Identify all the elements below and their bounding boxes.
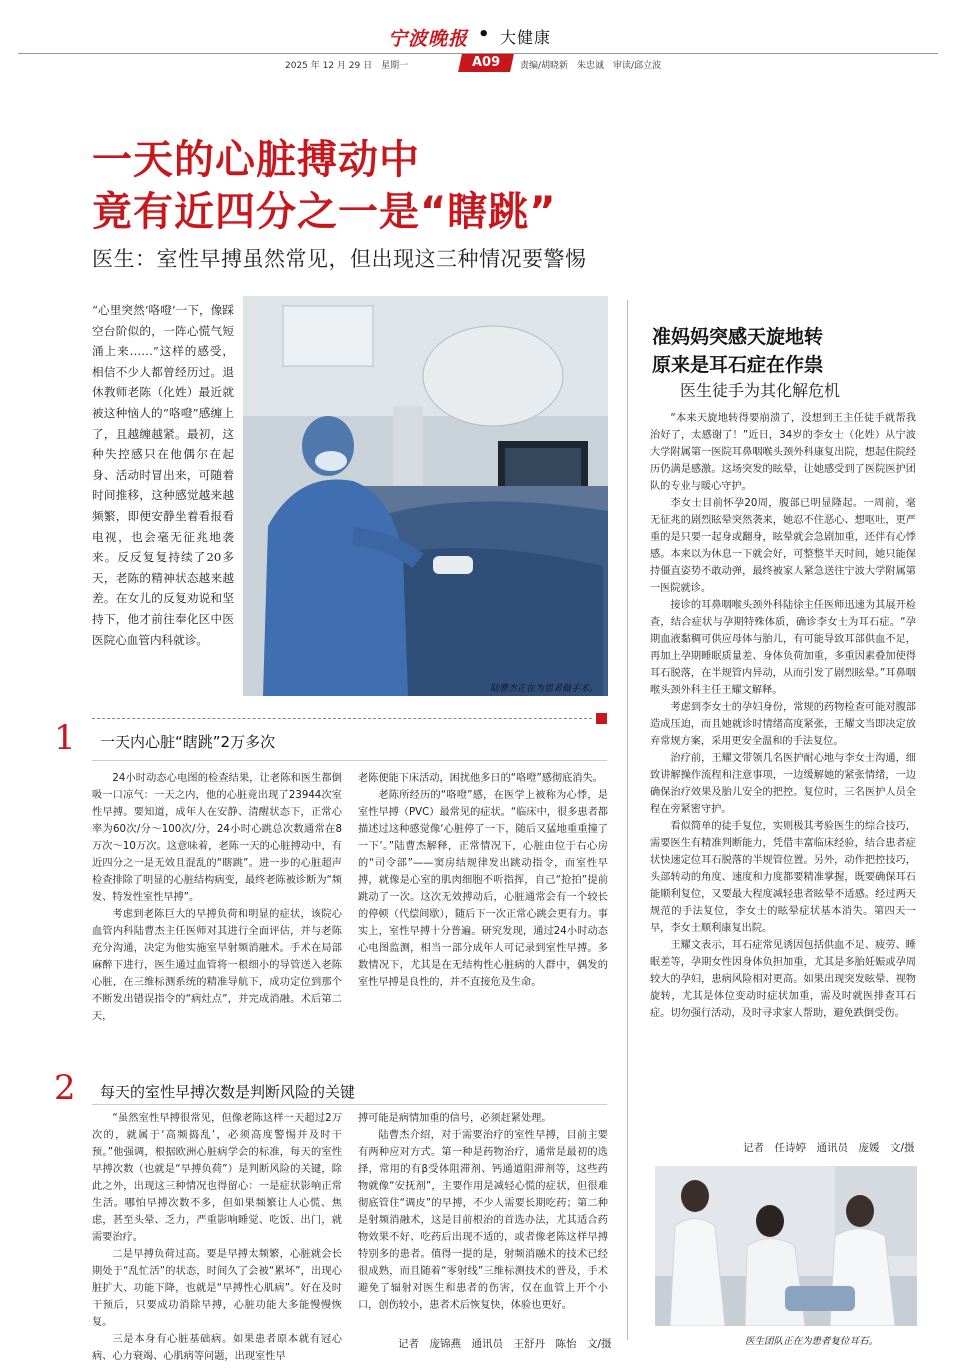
surgery-photo: [243, 296, 608, 696]
red-square-marker-icon: [596, 713, 607, 724]
article-title-line1: 一天的心脏搏动中: [92, 137, 420, 183]
paragraph: 陆曹杰介绍，对于需要治疗的室性早搏，目前主要有两种应对方式。第一种是药物治疗，通常是最初的选择，常用的有β受体阻滞剂、钙通道阻滞剂等，这些药物就像“安抚剂”，主要作用是减轻心慌的症状，但很难彻底管住“调皮”的早搏，不少人需要长期吃药；第二种是射频消融术，这是目前根治的首选办法，尤其适合药物效果不好、吃药后出现不适的，或者像老陈这样早搏特别多的患者。值得一提的是，射频消融术的技术已经很成熟，而且随着“零射线”三维标测技术的普及，手术避免了辐射对医生和患者的伤害，仅在血管上开个小口，创伤较小，患者术后恢复快，体验也更好。: [358, 1130, 608, 1311]
editors-credit: 责编/胡晓新 朱忠诚 审读/邱立波: [520, 61, 662, 71]
section-name: 大健康: [500, 28, 552, 47]
section2-column2: [358, 1110, 608, 1314]
side-title-line2: 原来是耳石症在作祟: [652, 354, 824, 376]
side-byline: 记者 任诗婷 通讯员 庞媛 文/摄: [743, 1142, 915, 1154]
surgery-scene-illustration: [243, 296, 608, 696]
ear-stone-treatment-photo: [655, 1166, 917, 1326]
paragraph: 考虑到李女士的孕妇身份，常规的药物检查可能对腹部造成压迫，而且她就诊时情绪高度紧张，王耀文当即决定放弃常规方案，采用更安全温和的手法复位。: [650, 702, 916, 747]
treatment-scene-illustration: [655, 1166, 917, 1326]
page-number-badge: [458, 54, 514, 72]
paragraph: 王耀文表示，耳石症常见诱因包括供血不足、疲劳、睡眠差等，孕期女性因身体负担加重，尤其是多胎妊娠或孕周较大的孕妇，患病风险相对更高。如果出现突发眩晕、视物旋转，尤其是体位变动时症状加重，需及时就医排查耳石症。切勿强行活动，及时寻求家人帮助，避免跌倒受伤。: [650, 940, 916, 1019]
side-subtitle: 医生徒手为其化解危机: [680, 381, 841, 400]
paragraph: “本来天旋地转得要崩溃了，没想到王主任徒手就帮我治好了，太感谢了！”近日，34岁的李女士（化姓）从宁波大学附属第一医院耳鼻咽喉头颈外科康复出院，想起住院经历仍满是感激。这场突发的眩晕，让她感受到了医院医护团队的专业与暖心守护。: [650, 413, 916, 492]
side-story-body: [650, 410, 916, 1022]
article-subtitle: 医生：室性早搏虽然常见，但出现这三种情况要警惕: [92, 247, 587, 271]
paragraph: 老陈所经历的“咯噔”感，在医学上被称为心悸，是室性早搏（PVC）最常见的症状。“临床中，很多患者都描述过这种感觉像‘心脏停了一下，随后又猛地重重撞了一下’。”陆曹杰解释，正常情况下，心脏由位于右心房的“司令部”——窦房结规律发出跳动指令，而室性早搏，就像是心室的肌肉细胞不听指挥，自己“抢拍”提前跳动了一次。这次无效搏动后，心脏通常会有一个较长的停顿（代偿间歇），随后下一次正常心跳会更有力。事实上，室性早搏十分普遍。研究发现，通过24小时动态心电图监测，相当一部分成年人可记录到室性早搏。多数情况下，尤其是在无结构性心脏病的人群中，偶发的室性早搏是良性的，并不直接危及生命。: [358, 790, 608, 988]
paragraph: 24小时动态心电图的检查结果，让老陈和医生都倒吸一口凉气：一天之内，他的心脏竟出现了23944次室性早搏。要知道，成年人在安静、清醒状态下，正常心率为60次/分～100次/分，24小时心跳总次数通常在8万次～10万次。这意味着，老陈一天的心脏搏动中，有近四分之一是无效且混乱的“瞎跳”。进一步的心脏超声检查排除了明显的心脏结构病变，最终老陈被诊断为“频发、特发性室性早搏”。: [92, 773, 342, 903]
treatment-photo-caption: 医生团队正在为患者复位耳石。: [745, 1336, 879, 1347]
paragraph: “虽然室性早搏很常见，但像老陈这样一天超过2万次的，就属于‘高频捣乱’，必须高度警惕并及时干预。”他强调，根据欧洲心脏病学会的标准，每天的室性早搏次数（也就是“早搏负荷”）是判断风险的关键，除此之外，出现这三种情况也得留心：一是症状影响正常生活。哪怕早搏次数不多，但如果频繁让人心慌、焦虑，甚至头晕、乏力，严重影响睡觉、吃饭、出门，就需要治疗。: [92, 1113, 342, 1243]
section2-column1: [92, 1110, 342, 1365]
page-number: A09: [471, 55, 501, 70]
newspaper-logo: 宁波晚报: [388, 28, 469, 50]
section2-number: 2: [54, 1068, 76, 1108]
section-divider: [92, 718, 592, 719]
paragraph: 三是本身有心脏基础病。如果患者原本就有冠心病、心力衰竭、心肌病等问题，出现室性早: [92, 1334, 342, 1362]
side-title-line1: 准妈妈突感天旋地转: [652, 326, 824, 348]
paragraph: 接诊的耳鼻咽喉头颈外科陆徐主任医师迅速为其展开检查，结合症状与孕期特殊体质，确诊李女士为耳石症。“孕期血液黏稠可供应母体与胎儿，有可能导致耳部供血不足，再加上孕期睡眠质量差、身体负荷加重，多重因素叠加使得耳石脱落，在半规管内异动，从而引发了剧烈眩晕。”耳鼻咽喉头颈外科主任王耀文解释。: [650, 600, 916, 696]
section1-column2: [358, 770, 608, 991]
paragraph: 考虑到老陈巨大的早搏负荷和明显的症状，该院心血管内科陆曹杰主任医师对其进行全面评估，并与老陈充分沟通，决定为他实施室早射频消融术。手术在局部麻醉下进行，医生通过血管将一根细小的导管送入老陈心脏，在三维标测系统的精准导航下，成功定位到那个不断发出错误指令的“病灶点”，并完成消融。术后第二天，: [92, 909, 342, 1022]
surgery-photo-caption: 陆曹杰正在为患者做手术。: [490, 684, 599, 694]
paragraph: 二是早搏负荷过高。要是早搏太频繁，心脏就会长期处于“乱忙活”的状态，时间久了会被“累坏”，出现心脏扩大、功能下降，也就是“早搏性心肌病”。好在及时干预后，只要成功消除早搏，心脏功能大多能慢慢恢复。: [92, 1249, 342, 1328]
paragraph: 看似简单的徒手复位，实则极其考验医生的综合技巧，需要医生有精准判断能力，凭借丰富临床经验，结合患者症状快速定位耳石脱落的半规管位置。另外，动作把控技巧，头部转动的角度、速度和力度都要精准掌握，既要确保耳石能顺利复位，又要最大程度减轻患者眩晕不适感。经过两天规范的手法复位，李女士的眩晕症状基本消失。第四天一早，李女士顺利康复出院。: [650, 821, 916, 934]
section1-number: 1: [54, 718, 76, 758]
section1-rule: [92, 760, 607, 761]
paragraph: 李女士目前怀孕20周，腹部已明显隆起。一周前，毫无征兆的剧烈眩晕突然袭来，她忍不住恶心、想呕吐，更严重的是只要一起身或翻身，眩晕就会急剧加重，还伴有心悸感。本来以为休息一下就会好，可整整半天时间，她只能保持僵直姿势不敢动弹，最终被家人紧急送往宁波大学附属第一医院就诊。: [650, 498, 916, 594]
issue-date: 2025 年 12 月 29 日 星期一: [285, 61, 409, 71]
section2-heading: 每天的室性早搏次数是判断风险的关键: [100, 1083, 356, 1101]
column-divider: [627, 300, 628, 1340]
paragraph: 老陈便能下床活动，困扰他多日的“咯噔”感彻底消失。: [358, 773, 603, 784]
paragraph: 搏可能是病情加重的信号，必须赶紧处理。: [358, 1113, 552, 1124]
paragraph: 治疗前，王耀文带领几名医护耐心地与李女士沟通，细致讲解操作流程和注意事项，一边缓解她的紧张情绪，一边确保治疗效果及胎儿安全的把控。复位时，三名医护人员全程在旁紧密守护。: [650, 753, 916, 815]
section1-column1: [92, 770, 342, 1025]
article-byline: 记者 庞锦燕 通讯员 王舒丹 陈怡 文/摄: [398, 1338, 612, 1350]
section2-rule: [92, 1104, 607, 1105]
header-dot: •: [478, 24, 490, 45]
article-lead: “心里突然‘咯噔’一下，像踩空台阶似的，一阵心慌气短涌上来……”这样的感受，相信不少人都曾经历过。退休教师老陈（化姓）最近就被这种恼人的“咯噔”感缠上了，且越缠越紧。最初，这种失控感只在他偶尔在起身、活动时冒出来，可随着时间推移，这种感觉越来越频繁，即便安静坐着看报看电视，也会毫无征兆地袭来。反反复复持续了20多天，老陈的精神状态越来越差。在女儿的反复劝说和坚持下，他才前往奉化区中医医院心血管内科就诊。: [92, 303, 234, 647]
section1-heading: 一天内心脏“瞎跳”2万多次: [100, 733, 276, 751]
article-title-line2: 竟有近四分之一是“瞎跳”: [92, 189, 557, 235]
